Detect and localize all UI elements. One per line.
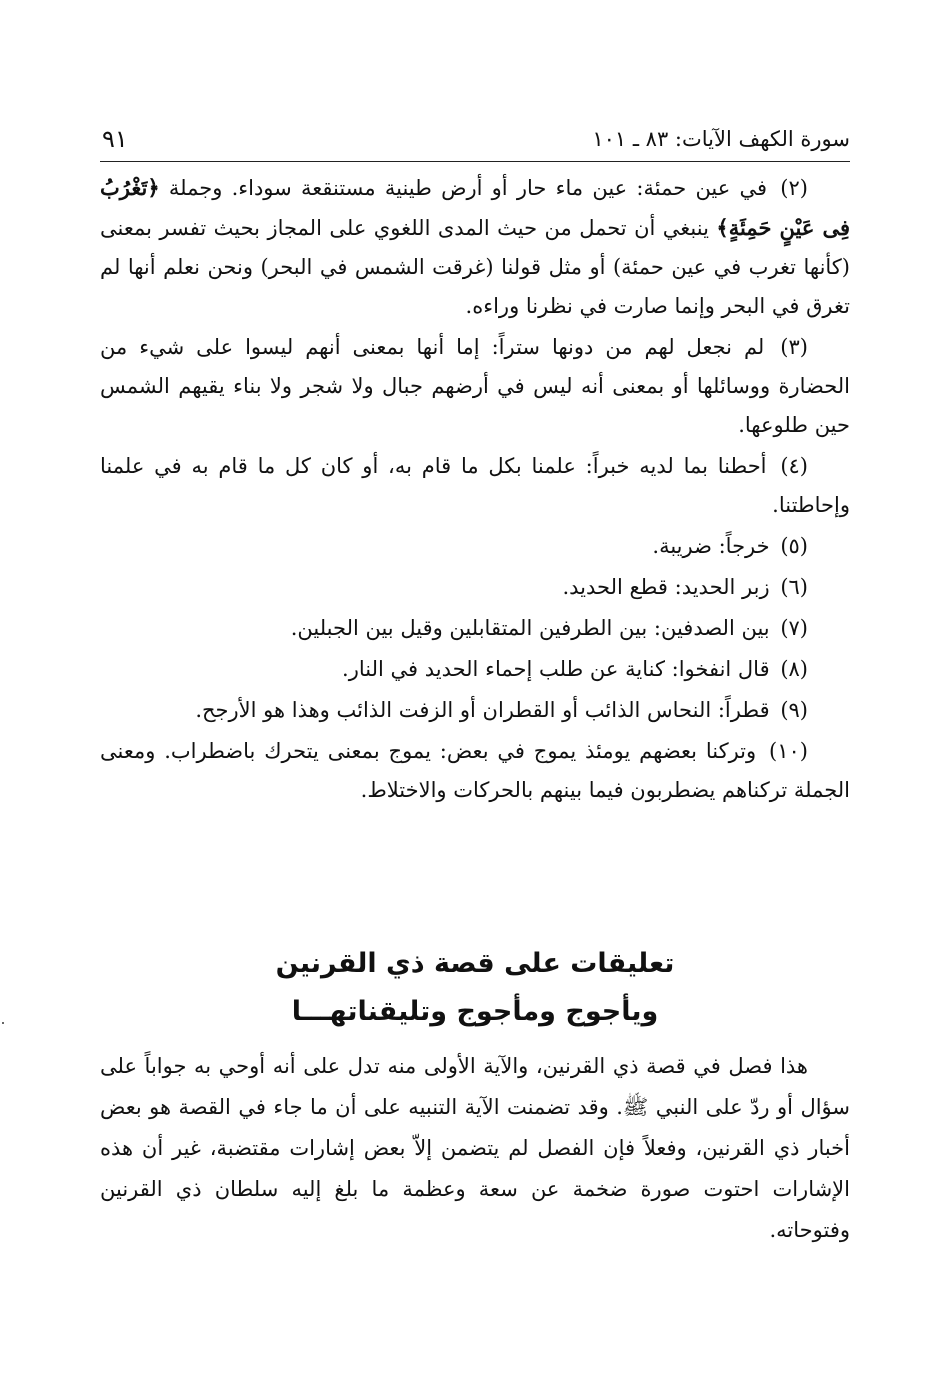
footnote-text: في عين حمئة: عين ماء حار أو أرض طينية مستنقعة سوداء. وجملة: [168, 176, 768, 200]
section-heading: [100, 940, 850, 1036]
footnote-text: قطراً: النحاس الذائب أو القطران أو الزفت الذائب وهذا هو الأرجح.: [195, 698, 770, 722]
quran-verse: ﴿تَغْرُبُ فِى عَيْنٍ حَمِئَةٍ﴾: [100, 175, 850, 240]
footnote-5: [100, 527, 850, 566]
section-heading-line-1: تعليقات على قصة ذي القرنين: [275, 948, 675, 979]
footnote-3: [100, 328, 850, 445]
scan-speck: [2, 1022, 4, 1024]
page-header: [100, 118, 850, 160]
body-paragraph: هذا فصل في قصة ذي القرنين، والآية الأولى منه تدل على أنه أوحي به جواباً على سؤال أو ردّ على النبي ﷺ. وقد تضمنت الآية التنبيه على أن ما جاء في القصة هو بعض أخبار ذي القرنين، وفعلاً فإن الفصل لم يتضمن إلاّ بعض إشارات مقتضبة، غير أن هذه الإشارات احتوت صورة ضخمة عن سعة وعظمة ما بلغ إليه سلطان ذي القرنين وفتوحاته.: [100, 1054, 850, 1242]
footnote-number: (٩): [780, 698, 808, 722]
footnote-8: [100, 650, 850, 689]
footnote-number: (٧): [780, 616, 808, 640]
section-heading-line-2: ويأجوج ومأجوج وتليقناتهـــا: [291, 996, 659, 1027]
footnote-number: (٢): [780, 176, 808, 200]
footnote-text: وتركنا بعضهم يومئذ يموج في بعض: يموج بمعنى يتحرك باضطراب. ومعنى الجملة تركناهم يضطربون فيما بينهم بالحركات والاختلاط.: [100, 739, 850, 802]
footnote-text: زبر الحديد: قطع الحديد.: [562, 575, 770, 599]
page-number: ٩١: [102, 125, 128, 153]
footnote-text: بين الصدفين: بين الطرفين المتقابلين وقيل بين الجبلين.: [290, 616, 770, 640]
footnote-number: (٨): [780, 657, 808, 681]
footnote-number: (٥): [780, 534, 808, 558]
footnote-4: [100, 447, 850, 525]
footnote-7: [100, 609, 850, 648]
footnotes: [100, 168, 850, 812]
footnote-text: ينبغي أن تحمل من حيث المدى اللغوي على المجاز بحيث تفسر بمعنى (كأنها تغرب في عين حمئة) أو مثل قولنا (غرقت الشمس في البحر) ونحن نعلم أنها لم تغرق في البحر وإنما صارت في نظرنا وراءه.: [100, 216, 850, 318]
footnote-number: (٤): [780, 454, 808, 478]
footnote-10: [100, 732, 850, 810]
footnote-text: خرجاً: ضريبة.: [652, 534, 770, 558]
footnote-9: [100, 691, 850, 730]
section-body: [100, 1046, 850, 1251]
footnote-text: قال انفخوا: كناية عن طلب إحماء الحديد في النار.: [342, 657, 770, 681]
footnote-2: [100, 168, 850, 326]
footnote-number: (٦): [780, 575, 808, 599]
footnote-number: (٣): [780, 335, 808, 359]
footnote-text: أحطنا بما لديه خبراً: علمنا بكل ما قام به، أو كان كل ما قام به في علمنا وإحاطتنا.: [100, 454, 850, 517]
footnote-6: [100, 568, 850, 607]
footnote-number: (١٠): [769, 739, 808, 763]
footnote-text: لم نجعل لهم من دونها ستراً: إما أنها بمعنى أنهم ليسوا على شيء من الحضارة ووسائلها أو بمعنى أنه ليس في أرضهم جبال ولا شجر ولا بناء يقيهم الشمس حين طلوعها.: [100, 335, 850, 437]
header-rule: [100, 161, 850, 162]
running-title: سورة الكهف الآيات: ٨٣ ـ ١٠١: [592, 127, 850, 151]
